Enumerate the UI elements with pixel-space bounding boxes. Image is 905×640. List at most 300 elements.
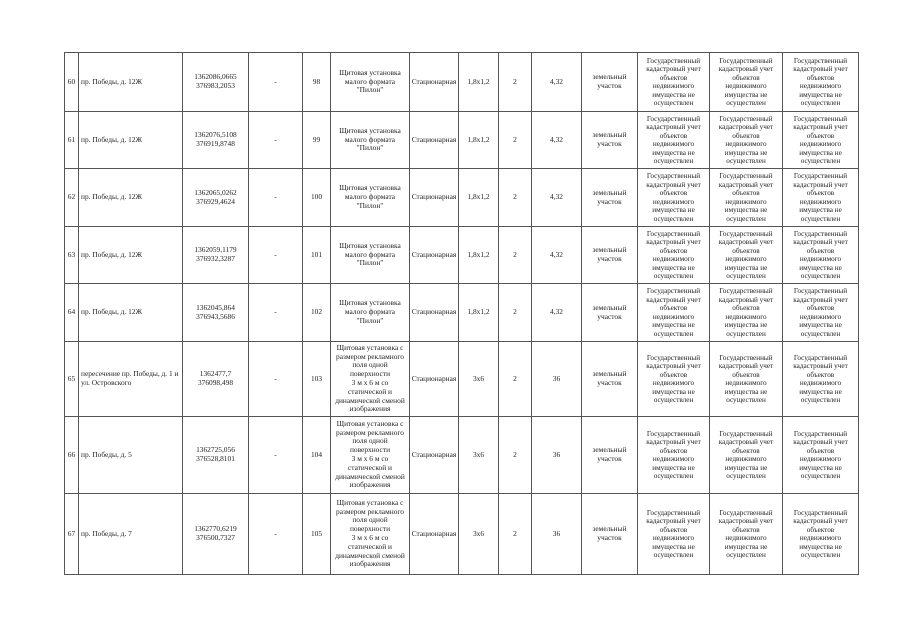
status2-line: Государственный (719, 114, 773, 123)
sides-cell: 2 (499, 112, 532, 169)
structure-type-cell (331, 494, 410, 575)
status2-line: имущества не (724, 321, 768, 329)
sides-cell: 2 (499, 494, 532, 575)
status3-line: объектов (806, 131, 835, 140)
land-type-cell (582, 53, 638, 112)
status3-line: недвижимого (799, 255, 842, 263)
status3-line: осуществлен (800, 272, 841, 280)
coordinates-cell (183, 342, 249, 417)
structure-kind-cell: Стационарная (410, 284, 459, 342)
structure-type-cell (331, 284, 410, 342)
status3-line: осуществлен (800, 157, 841, 165)
status2-line: осуществлен (726, 329, 766, 338)
status2-line: осуществлен (726, 396, 766, 404)
address-cell: пр. Победы, д. 12Ж (79, 112, 183, 169)
coords-line: 1362086,0665 (194, 72, 237, 82)
status3-line: объектов (806, 304, 835, 312)
type-line: поля одной (352, 360, 388, 370)
table-body (65, 53, 859, 575)
type-line: малого формата (344, 307, 396, 317)
status2-line: Государственный (719, 172, 773, 180)
status3-line: Государственный (793, 353, 848, 362)
coords-line: 376983,2053 (196, 81, 235, 90)
type-line: малого формата (344, 192, 396, 202)
status3-line: имущества не (799, 387, 842, 396)
table-row (65, 417, 859, 494)
type-line: 3 м х 6 м со (351, 378, 389, 387)
row-number: 60 (65, 53, 79, 112)
status1-line: недвижимого (652, 255, 695, 263)
status-cell-1 (638, 417, 710, 494)
status2-line: объектов (732, 189, 760, 197)
status3-line: кадастровый учет (793, 295, 848, 304)
status1-line: имущества не (652, 542, 695, 551)
status2-line: Государственный (719, 229, 773, 238)
status2-line: объектов (732, 370, 760, 379)
status1-line: кадастровый учет (646, 295, 701, 304)
row-number: 61 (65, 112, 79, 169)
status3-line: недвижимого (799, 312, 842, 321)
status-cell-2 (710, 417, 783, 494)
land-line: участок (597, 139, 622, 148)
coordinates-cell (183, 53, 249, 112)
status3-line: имущества не (799, 263, 842, 272)
status2-line: имущества не (724, 206, 768, 214)
status2-line: кадастровый учет (718, 180, 774, 189)
address-cell: пр. Победы, д. 12Ж (79, 53, 183, 112)
status1-line: имущества не (652, 321, 695, 329)
status-cell-3 (783, 417, 859, 494)
status2-line: имущества не (724, 90, 768, 99)
sides-cell: 2 (499, 417, 532, 494)
status1-line: кадастровый учет (646, 517, 701, 525)
status-cell-1 (638, 284, 710, 342)
document-page (64, 52, 858, 575)
status1-line: Государственный (646, 229, 701, 238)
status-cell-2 (710, 227, 783, 284)
land-type-cell (582, 284, 638, 342)
status2-line: объектов (732, 73, 760, 82)
status2-line: Государственный (719, 56, 773, 65)
type-line: 3 м х 6 м со (351, 454, 389, 463)
status2-line: осуществлен (726, 157, 766, 165)
type-line: Щитовая установка с (336, 497, 404, 507)
structure-kind-cell: Стационарная (410, 227, 459, 284)
land-line: участок (597, 81, 622, 90)
status2-line: Государственный (719, 508, 773, 517)
type-line: "Пилон" (356, 143, 384, 153)
status-cell-2 (710, 342, 783, 417)
status1-line: осуществлен (653, 157, 694, 165)
structure-kind-cell: Стационарная (410, 169, 459, 227)
type-line: изображения (349, 559, 391, 569)
status3-line: Государственный (793, 429, 848, 438)
address-cell: пересечение пр. Победы, д. 1 и ул. Островского (79, 342, 183, 417)
status3-line: имущества не (799, 206, 842, 214)
land-type-cell (582, 417, 638, 494)
status-cell-3 (783, 112, 859, 169)
type-line: поверхности (349, 445, 391, 455)
status1-line: объектов (659, 525, 688, 534)
status1-line: Государственный (646, 508, 701, 517)
type-line: динамической сменой (335, 550, 405, 560)
status2-line: кадастровый учет (718, 295, 774, 304)
status2-line: имущества не (724, 263, 768, 272)
status3-line: недвижимого (799, 140, 842, 148)
status-cell-1 (638, 53, 710, 112)
coordinates-cell (183, 112, 249, 169)
type-line: динамической сменой (335, 471, 405, 481)
address-cell: пр. Победы, д. 12Ж (79, 169, 183, 227)
status3-line: кадастровый учет (793, 362, 848, 370)
status2-line: недвижимого (725, 82, 767, 90)
status2-line: Государственный (719, 353, 773, 362)
status2-line: осуществлен (726, 214, 766, 223)
structure-kind-cell: Стационарная (410, 112, 459, 169)
status3-line: имущества не (799, 148, 842, 157)
status2-line: Государственный (719, 429, 773, 438)
status1-line: объектов (659, 189, 688, 197)
sides-cell: 2 (499, 284, 532, 342)
status2-line: объектов (732, 446, 760, 455)
status2-line: объектов (732, 131, 760, 140)
status3-line: кадастровый учет (793, 438, 848, 446)
status1-line: недвижимого (652, 82, 695, 90)
status1-line: кадастровый учет (646, 438, 701, 446)
status1-line: осуществлен (653, 272, 694, 280)
coords-line: 1362045,864 (196, 302, 235, 312)
type-line: Щитовая установка с (336, 418, 404, 428)
status-cell-3 (783, 169, 859, 227)
status2-line: Государственный (719, 287, 773, 295)
address-cell: пр. Победы, д. 7 (79, 494, 183, 575)
status1-line: имущества не (652, 148, 695, 157)
status1-line: недвижимого (652, 197, 695, 206)
structure-type-cell (331, 417, 410, 494)
status3-line: Государственный (793, 56, 848, 65)
status1-line: недвижимого (652, 140, 695, 148)
status-cell-3 (783, 284, 859, 342)
type-line: изображения (349, 404, 391, 414)
status2-line: кадастровый учет (718, 362, 774, 370)
land-line: участок (597, 311, 622, 321)
structure-number-cell: 99 (303, 112, 331, 169)
status2-line: кадастровый учет (718, 238, 774, 246)
status3-line: кадастровый учет (793, 180, 848, 189)
status2-line: имущества не (724, 463, 768, 472)
structure-type-cell (331, 53, 410, 112)
type-line: Щитовая установка (339, 125, 401, 135)
status-cell-2 (710, 112, 783, 169)
row-number: 64 (65, 284, 79, 342)
structure-kind-cell: Стационарная (410, 53, 459, 112)
dash-cell: - (249, 494, 303, 575)
land-type-cell (582, 227, 638, 284)
table-row (65, 112, 859, 169)
status-cell-1 (638, 227, 710, 284)
area-cell: 4,32 (532, 112, 582, 169)
land-line: земельный (592, 72, 627, 82)
type-line: статической и (347, 462, 392, 472)
status-cell-3 (783, 227, 859, 284)
status3-line: объектов (806, 446, 835, 455)
status2-line: недвижимого (725, 312, 767, 321)
status3-line: кадастровый учет (793, 238, 848, 246)
area-cell: 4,32 (532, 169, 582, 227)
status2-line: осуществлен (726, 99, 766, 107)
dash-cell: - (249, 169, 303, 227)
status1-line: Государственный (646, 353, 701, 362)
status2-line: объектов (732, 246, 760, 255)
type-line: Щитовая установка с (336, 342, 404, 352)
status2-line: недвижимого (725, 455, 767, 463)
size-cell: 1,8х1,2 (459, 284, 499, 342)
status3-line: недвижимого (799, 379, 842, 387)
coords-line: 1362477,7 (199, 369, 232, 379)
status3-line: осуществлен (800, 396, 841, 404)
land-line: земельный (592, 130, 627, 140)
coords-line: 1362076,5108 (194, 130, 237, 140)
dash-cell: - (249, 227, 303, 284)
status-cell-1 (638, 342, 710, 417)
structure-number-cell: 101 (303, 227, 331, 284)
type-line: Щитовая установка (339, 298, 401, 308)
status3-line: имущества не (799, 463, 842, 472)
type-line: статической и (347, 386, 392, 396)
row-number: 63 (65, 227, 79, 284)
status-cell-3 (783, 494, 859, 575)
type-line: размером рекламного (336, 506, 404, 516)
status2-line: кадастровый учет (718, 65, 774, 73)
type-line: "Пилон" (356, 258, 384, 268)
land-line: участок (597, 454, 622, 463)
land-line: земельный (592, 524, 627, 534)
type-line: Щитовая установка (339, 183, 401, 193)
coords-line: 376929,4624 (196, 196, 235, 206)
type-line: поля одной (352, 436, 388, 446)
status-cell-1 (638, 112, 710, 169)
sides-cell: 2 (499, 169, 532, 227)
coords-line: 376098,498 (197, 378, 234, 387)
status3-line: осуществлен (800, 329, 841, 338)
status2-line: объектов (732, 304, 760, 312)
structure-number-cell: 104 (303, 417, 331, 494)
coords-line: 1362725,056 (196, 445, 235, 455)
status3-line: Государственный (793, 172, 848, 180)
status3-line: недвижимого (799, 534, 842, 542)
land-line: земельный (592, 245, 627, 255)
address-cell: пр. Победы, д. 12Ж (79, 284, 183, 342)
row-number: 67 (65, 494, 79, 575)
table-row (65, 284, 859, 342)
land-line: земельный (592, 187, 627, 197)
coordinates-cell (183, 169, 249, 227)
structure-type-cell (331, 227, 410, 284)
status3-line: Государственный (793, 229, 848, 238)
status1-line: имущества не (652, 263, 695, 272)
status-cell-2 (710, 169, 783, 227)
table-row (65, 169, 859, 227)
status3-line: объектов (806, 525, 835, 534)
status1-line: кадастровый учет (646, 65, 701, 73)
area-cell: 36 (532, 342, 582, 417)
status-cell-3 (783, 53, 859, 112)
status1-line: объектов (659, 446, 688, 455)
status-cell-1 (638, 494, 710, 575)
status1-line: осуществлен (653, 551, 694, 559)
status2-line: кадастровый учет (718, 517, 774, 525)
address-cell: пр. Победы, д. 12Ж (79, 227, 183, 284)
area-cell: 36 (532, 417, 582, 494)
structure-kind-cell: Стационарная (410, 494, 459, 575)
type-line: поверхности (349, 369, 391, 379)
table-row (65, 494, 859, 575)
coords-line: 1362065,0262 (194, 187, 237, 197)
dash-cell: - (249, 53, 303, 112)
land-line: земельный (592, 369, 627, 379)
status2-line: недвижимого (725, 534, 767, 542)
structure-kind-cell: Стационарная (410, 342, 459, 417)
row-number: 65 (65, 342, 79, 417)
status1-line: имущества не (652, 90, 695, 99)
status1-line: Государственный (646, 114, 701, 123)
status1-line: кадастровый учет (646, 123, 701, 131)
land-line: участок (597, 254, 622, 263)
coordinates-cell (183, 284, 249, 342)
status-cell-1 (638, 169, 710, 227)
status2-line: осуществлен (726, 551, 766, 559)
status2-line: объектов (732, 525, 760, 534)
type-line: малого формата (344, 249, 396, 259)
land-type-cell (582, 494, 638, 575)
type-line: малого формата (344, 134, 396, 144)
area-cell: 4,32 (532, 284, 582, 342)
status1-line: осуществлен (653, 396, 694, 404)
status-cell-2 (710, 53, 783, 112)
type-line: малого формата (344, 76, 396, 86)
coords-line: 376528,8101 (196, 454, 235, 463)
type-line: 3 м х 6 м со (351, 533, 389, 542)
status3-line: недвижимого (799, 82, 842, 90)
status1-line: имущества не (652, 387, 695, 396)
land-type-cell (582, 169, 638, 227)
coords-line: 1362059,1179 (194, 245, 237, 255)
status1-line: объектов (659, 246, 688, 255)
status1-line: объектов (659, 304, 688, 312)
size-cell: 3х6 (459, 494, 499, 575)
status3-line: осуществлен (800, 551, 841, 559)
type-line: Щитовая установка (339, 240, 401, 250)
status1-line: Государственный (646, 172, 701, 180)
status-cell-2 (710, 494, 783, 575)
status2-line: недвижимого (725, 379, 767, 387)
dash-cell: - (249, 284, 303, 342)
type-line: размером рекламного (336, 351, 404, 361)
type-line: поверхности (349, 524, 391, 534)
coords-line: 376500,7327 (196, 533, 235, 542)
area-cell: 4,32 (532, 227, 582, 284)
status1-line: недвижимого (652, 312, 695, 321)
status3-line: осуществлен (800, 214, 841, 223)
size-cell: 3х6 (459, 417, 499, 494)
status3-line: объектов (806, 370, 835, 379)
status-cell-2 (710, 284, 783, 342)
type-line: поля одной (352, 515, 388, 525)
dash-cell: - (249, 112, 303, 169)
type-line: "Пилон" (356, 200, 384, 210)
size-cell: 1,8х1,2 (459, 53, 499, 112)
type-line: статической и (347, 541, 392, 551)
coordinates-cell (183, 227, 249, 284)
size-cell: 1,8х1,2 (459, 169, 499, 227)
coords-line: 1362770,6219 (194, 524, 237, 534)
status1-line: Государственный (646, 287, 701, 295)
status2-line: осуществлен (726, 472, 766, 480)
type-line: Щитовая установка (339, 67, 401, 77)
row-number: 66 (65, 417, 79, 494)
status3-line: недвижимого (799, 455, 842, 463)
status1-line: объектов (659, 73, 688, 82)
status1-line: объектов (659, 370, 688, 379)
status1-line: кадастровый учет (646, 238, 701, 246)
status1-line: недвижимого (652, 379, 695, 387)
land-line: участок (597, 378, 622, 387)
status-cell-3 (783, 342, 859, 417)
status2-line: осуществлен (726, 272, 766, 280)
status3-line: осуществлен (800, 472, 841, 480)
status3-line: кадастровый учет (793, 517, 848, 525)
status3-line: кадастровый учет (793, 123, 848, 131)
coords-line: 376943,5686 (196, 311, 235, 321)
status3-line: недвижимого (799, 197, 842, 206)
coordinates-cell (183, 417, 249, 494)
structure-type-cell (331, 169, 410, 227)
status1-line: имущества не (652, 463, 695, 472)
structure-number-cell: 105 (303, 494, 331, 575)
structure-number-cell: 98 (303, 53, 331, 112)
area-cell: 36 (532, 494, 582, 575)
land-line: участок (597, 533, 622, 542)
status3-line: осуществлен (800, 99, 841, 107)
status3-line: кадастровый учет (793, 65, 848, 73)
coords-line: 376932,3287 (196, 254, 235, 263)
land-line: земельный (592, 445, 627, 455)
status1-line: кадастровый учет (646, 180, 701, 189)
status1-line: имущества не (652, 206, 695, 214)
structure-kind-cell: Стационарная (410, 417, 459, 494)
status3-line: объектов (806, 73, 835, 82)
status2-line: имущества не (724, 387, 768, 396)
structure-number-cell: 102 (303, 284, 331, 342)
status1-line: осуществлен (653, 99, 694, 107)
status2-line: имущества не (724, 148, 768, 157)
status3-line: объектов (806, 246, 835, 255)
advertising-structures-table (64, 52, 859, 575)
type-line: "Пилон" (356, 85, 384, 95)
status3-line: имущества не (799, 321, 842, 329)
structure-number-cell: 100 (303, 169, 331, 227)
status1-line: осуществлен (653, 472, 694, 480)
land-type-cell (582, 112, 638, 169)
type-line: размером рекламного (336, 427, 404, 437)
coordinates-cell (183, 494, 249, 575)
status2-line: кадастровый учет (718, 438, 774, 446)
status1-line: недвижимого (652, 534, 695, 542)
status2-line: недвижимого (725, 140, 767, 148)
structure-type-cell (331, 342, 410, 417)
type-line: "Пилон" (356, 315, 384, 325)
dash-cell: - (249, 417, 303, 494)
